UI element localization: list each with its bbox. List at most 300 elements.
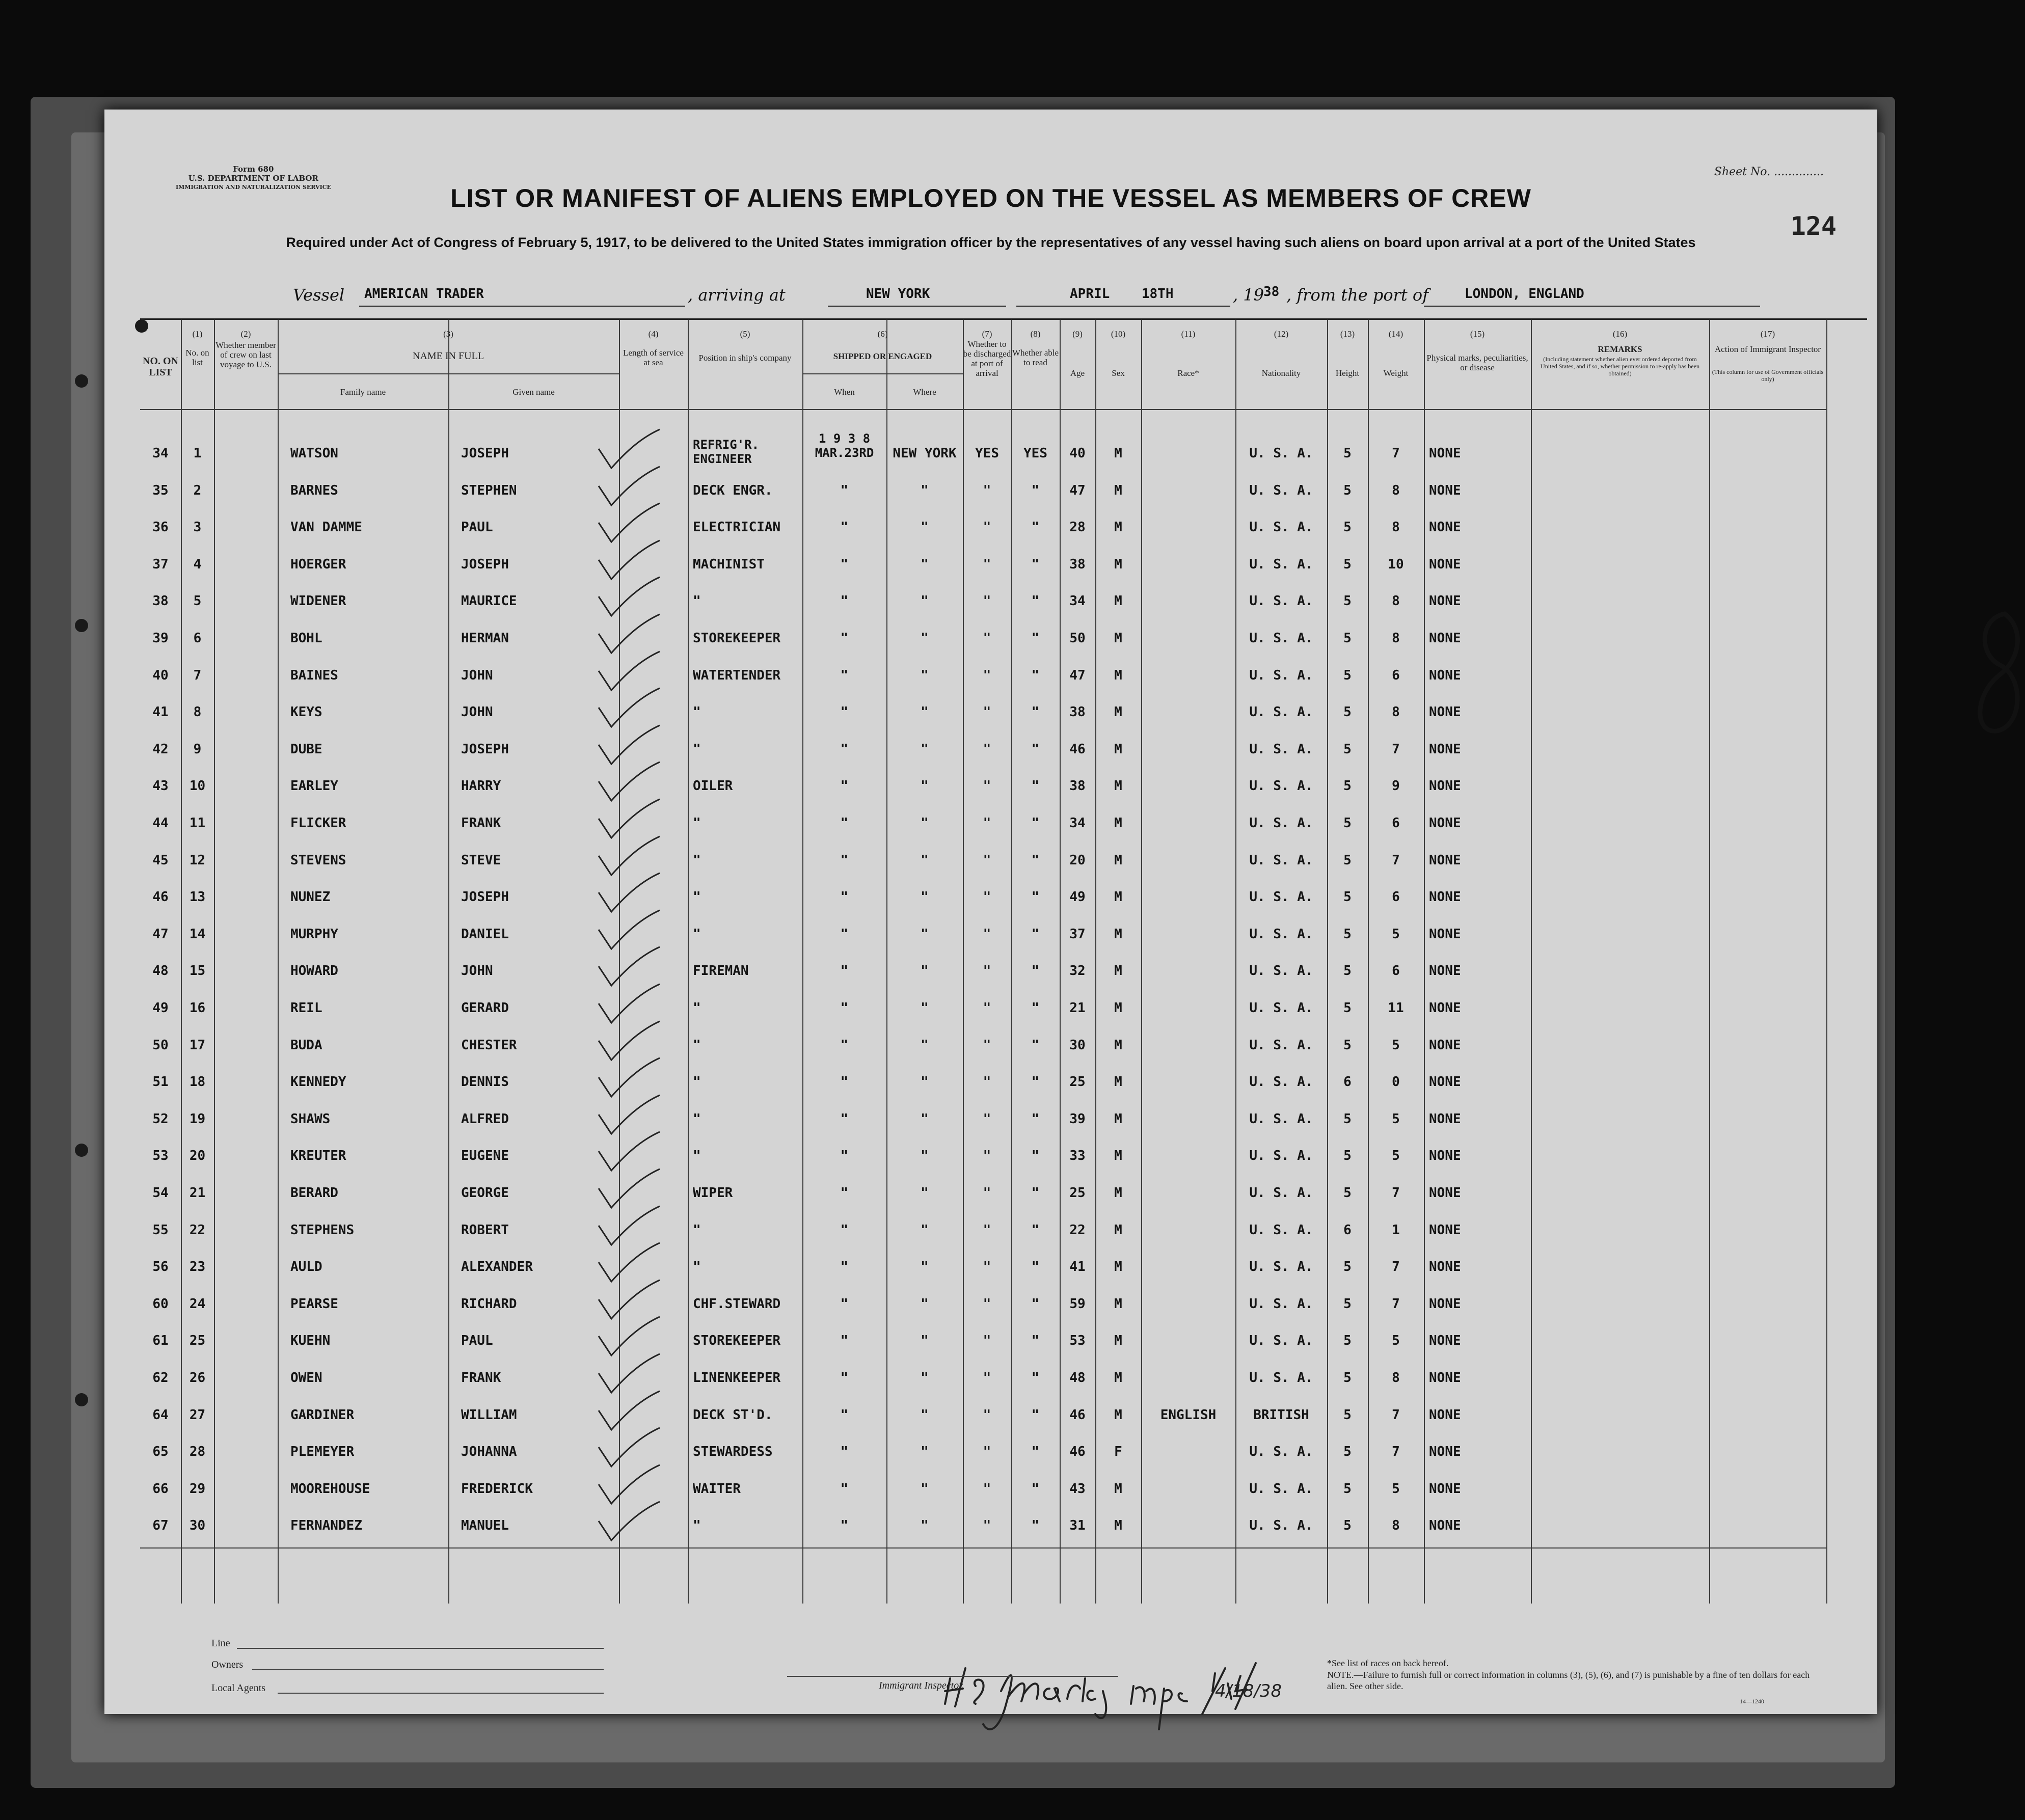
cell-where-engaged: " [921, 926, 929, 942]
cell-family-name: FERNANDEZ [290, 1518, 362, 1534]
cell-list-number: 44 [152, 816, 169, 831]
cell-row-number: 21 [189, 1185, 206, 1201]
cell-able-to-read: " [1031, 556, 1040, 572]
cell-position: DECK ENGR. [693, 482, 773, 498]
cell-height-inches: 7 [1392, 1185, 1400, 1201]
cell-discharged: " [983, 1222, 991, 1238]
cell-sex: M [1114, 1407, 1122, 1423]
cell-physical-marks: NONE [1429, 1074, 1461, 1090]
cell-able-to-read: YES [1023, 446, 1047, 461]
cell-row-number: 4 [193, 556, 202, 572]
cell-height-inches: 7 [1392, 1259, 1400, 1275]
cell-race [1141, 1470, 1235, 1508]
year-suffix: 38 [1263, 284, 1280, 300]
cell-given-name: DANIEL [461, 926, 509, 942]
cell-age: 25 [1069, 1074, 1086, 1090]
cell-sex: M [1114, 1370, 1122, 1386]
cell-family-name: KUEHN [290, 1333, 331, 1349]
cell-able-to-read: " [1031, 1370, 1040, 1386]
cell-physical-marks: NONE [1429, 1444, 1461, 1460]
cell-given-name: PAUL [461, 1333, 493, 1349]
cell-where-engaged: " [921, 1148, 929, 1164]
header-col16: REMARKS [1598, 344, 1642, 354]
inspector-signature-rule [787, 1676, 1118, 1677]
cell-discharged: " [983, 778, 991, 794]
cell-family-name: BUDA [290, 1037, 322, 1053]
cell-sex: M [1114, 816, 1122, 831]
cell-row-number: 11 [189, 816, 206, 831]
cell-row-number: 24 [189, 1296, 206, 1312]
cell-nationality: U. S. A. [1249, 593, 1313, 609]
cell-row-number: 12 [189, 852, 206, 868]
cell-given-name: JOHANNA [461, 1444, 517, 1460]
table-row [140, 1285, 1826, 1323]
cell-when-engaged: " [840, 520, 849, 535]
cell-given-name: FRANK [461, 1370, 501, 1386]
cell-able-to-read: " [1031, 1518, 1040, 1534]
punch-hole [75, 1144, 88, 1157]
cell-position: FIREMAN [693, 963, 749, 979]
cell-age: 38 [1069, 556, 1086, 572]
cell-nationality: U. S. A. [1249, 889, 1313, 905]
table-row [140, 582, 1826, 620]
cell-position: DECK ST'D. [693, 1407, 773, 1423]
cell-family-name: PLEMEYER [290, 1444, 355, 1460]
cell-where-engaged: " [921, 1037, 929, 1053]
cell-list-number: 46 [152, 889, 169, 905]
cell-given-name: CHESTER [461, 1037, 517, 1053]
cell-physical-marks: NONE [1429, 667, 1461, 683]
table-row [140, 1137, 1826, 1175]
cell-physical-marks: NONE [1429, 1037, 1461, 1053]
cell-race: ENGLISH [1160, 1407, 1217, 1423]
page-number: 124 [1790, 211, 1837, 241]
cell-when-engaged: 1 9 3 8 MAR.23RD [815, 431, 874, 460]
cell-family-name: KENNEDY [290, 1074, 346, 1090]
cell-nationality: U. S. A. [1249, 1333, 1313, 1349]
cell-given-name: WILLIAM [461, 1407, 517, 1423]
cell-nationality: U. S. A. [1249, 852, 1313, 868]
table-row [140, 657, 1826, 694]
cell-where-engaged: " [921, 1481, 929, 1497]
cell-race [1141, 1507, 1235, 1544]
cell-height-feet: 5 [1343, 1148, 1352, 1164]
cell-discharged: " [983, 1333, 991, 1349]
cell-height-feet: 5 [1343, 704, 1352, 720]
cell-position: " [693, 1000, 701, 1016]
penalty-note: NOTE.—Failure to furnish full or correct information in columns (3), (5), (6), and (7) is punishable by a fine of ten dollars for each alien. See other side. [1327, 1670, 1810, 1691]
cell-given-name: STEPHEN [461, 482, 517, 498]
cell-able-to-read: " [1031, 1444, 1040, 1460]
cell-list-number: 51 [152, 1074, 169, 1090]
cell-family-name: EARLEY [290, 778, 338, 794]
cell-height-feet: 6 [1343, 1074, 1352, 1090]
table-row [140, 1063, 1826, 1101]
cell-discharged: " [983, 556, 991, 572]
cell-race [1141, 841, 1235, 879]
cell-list-number: 50 [152, 1037, 169, 1053]
cell-list-number: 64 [152, 1407, 169, 1423]
cell-nationality: U. S. A. [1249, 1370, 1313, 1386]
cell-where-engaged: " [921, 1000, 929, 1016]
column-divider [1826, 320, 1827, 1604]
races-note: *See list of races on back hereof. [1327, 1658, 1449, 1668]
cell-age: 38 [1069, 704, 1086, 720]
header-col17-note: (This column for use of Government officials only) [1712, 368, 1824, 383]
table-row [140, 915, 1826, 953]
punch-hole [75, 374, 88, 388]
cell-height-feet: 5 [1343, 446, 1352, 461]
cell-family-name: AULD [290, 1259, 322, 1275]
cell-list-number: 49 [152, 1000, 169, 1016]
cell-given-name: RICHARD [461, 1296, 517, 1312]
cell-given-name: JOSEPH [461, 741, 509, 757]
cell-nationality: U. S. A. [1249, 1296, 1313, 1312]
header-col10: Sex [1112, 368, 1125, 378]
cell-discharged: " [983, 741, 991, 757]
cell-age: 32 [1069, 963, 1086, 979]
cell-sex: M [1114, 1481, 1122, 1497]
cell-given-name: FRANK [461, 816, 501, 831]
cell-discharged: " [983, 1259, 991, 1275]
cell-row-number: 7 [193, 667, 202, 683]
form-code: 14—1240 [1740, 1698, 1764, 1705]
from-port: LONDON, ENGLAND [1465, 286, 1584, 302]
cell-able-to-read: " [1031, 1407, 1040, 1423]
cell-sex: M [1114, 1259, 1122, 1275]
cell-list-number: 48 [152, 963, 169, 979]
cell-discharged: " [983, 1481, 991, 1497]
cell-age: 28 [1069, 520, 1086, 535]
cell-row-number: 6 [193, 631, 202, 646]
table-row [140, 1396, 1826, 1434]
cell-race [1141, 952, 1235, 990]
table-row [140, 1470, 1826, 1508]
cell-list-number: 56 [152, 1259, 169, 1275]
cell-able-to-read: " [1031, 1185, 1040, 1201]
cell-sex: M [1114, 741, 1122, 757]
cell-physical-marks: NONE [1429, 852, 1461, 868]
cell-sex: M [1114, 1333, 1122, 1349]
cell-able-to-read: " [1031, 1222, 1040, 1238]
from-label: , from the port of [1286, 285, 1429, 305]
cell-where-engaged: " [921, 1407, 929, 1423]
cell-discharged: " [983, 520, 991, 535]
cell-physical-marks: NONE [1429, 1000, 1461, 1016]
cell-discharged: " [983, 1000, 991, 1016]
header-col16-number: (16) [1612, 329, 1628, 339]
service-name: IMMIGRATION AND NATURALIZATION SERVICE [176, 184, 331, 191]
header-col13: Height [1335, 368, 1360, 378]
cell-where-engaged: " [921, 889, 929, 905]
cell-sex: M [1114, 926, 1122, 942]
vessel-name: AMERICAN TRADER [364, 286, 484, 302]
cell-row-number: 5 [193, 593, 202, 609]
cell-able-to-read: " [1031, 1111, 1040, 1127]
cell-discharged: " [983, 631, 991, 646]
cell-nationality: U. S. A. [1249, 926, 1313, 942]
header-col1-number: (1) [192, 329, 203, 339]
arriving-label: , arriving at [688, 285, 786, 305]
cell-when-engaged: " [840, 1185, 849, 1201]
cell-nationality: U. S. A. [1249, 1111, 1313, 1127]
cell-family-name: MURPHY [290, 926, 338, 942]
handwritten-eight-mark [1969, 609, 2025, 741]
cell-age: 38 [1069, 778, 1086, 794]
cell-position: " [693, 1259, 701, 1275]
cell-race [1141, 693, 1235, 731]
table-row [140, 730, 1826, 768]
cell-race [1141, 804, 1235, 842]
cell-sex: M [1114, 1148, 1122, 1164]
cell-position: " [693, 816, 701, 831]
cell-when-engaged: " [840, 963, 849, 979]
cell-height-inches: 8 [1392, 1370, 1400, 1386]
cell-position: STOREKEEPER [693, 1333, 781, 1349]
cell-list-number: 55 [152, 1222, 169, 1238]
cell-where-engaged: " [921, 520, 929, 535]
cell-discharged: " [983, 593, 991, 609]
cell-given-name: ALFRED [461, 1111, 509, 1127]
header-col8: Whether able to read [1012, 348, 1059, 367]
cell-family-name: PEARSE [290, 1296, 338, 1312]
cell-where-engaged: NEW YORK [893, 446, 957, 461]
cell-height-feet: 5 [1343, 1111, 1352, 1127]
cell-when-engaged: " [840, 1111, 849, 1127]
cell-physical-marks: NONE [1429, 1481, 1461, 1497]
header-col5-number: (5) [740, 329, 750, 339]
cell-race [1141, 1026, 1235, 1064]
cell-age: 22 [1069, 1222, 1086, 1238]
year-prefix: , 19 [1233, 285, 1264, 305]
cell-physical-marks: NONE [1429, 963, 1461, 979]
cell-height-feet: 5 [1343, 1481, 1352, 1497]
cell-height-feet: 5 [1343, 1259, 1352, 1275]
cell-age: 41 [1069, 1259, 1086, 1275]
cell-when-engaged: " [840, 889, 849, 905]
header-col15: Physical marks, peculiarities, or disease [1426, 353, 1528, 372]
cell-sex: M [1114, 704, 1122, 720]
cell-position: " [693, 1518, 701, 1534]
cell-when-engaged: " [840, 1148, 849, 1164]
cell-family-name: VAN DAMME [290, 520, 362, 535]
svg-text:4/18/38: 4/18/38 [1215, 1681, 1282, 1701]
cell-list-number: 43 [152, 778, 169, 794]
cell-physical-marks: NONE [1429, 631, 1461, 646]
cell-age: 59 [1069, 1296, 1086, 1312]
cell-discharged: " [983, 1148, 991, 1164]
header-col3: NAME IN FULL [413, 350, 484, 362]
cell-row-number: 25 [189, 1333, 206, 1349]
cell-given-name: HERMAN [461, 631, 509, 646]
cell-nationality: U. S. A. [1249, 520, 1313, 535]
cell-family-name: HOWARD [290, 963, 338, 979]
cell-nationality: U. S. A. [1249, 1074, 1313, 1090]
cell-family-name: MOOREHOUSE [290, 1481, 370, 1497]
cell-row-number: 28 [189, 1444, 206, 1460]
cell-when-engaged: " [840, 593, 849, 609]
cell-sex: M [1114, 556, 1122, 572]
header-col8-number: (8) [1030, 329, 1041, 339]
cell-discharged: " [983, 1185, 991, 1201]
cell-able-to-read: " [1031, 889, 1040, 905]
cell-family-name: KREUTER [290, 1148, 346, 1164]
cell-family-name: REIL [290, 1000, 322, 1016]
cell-position: " [693, 1148, 701, 1164]
cell-when-engaged: " [840, 1370, 849, 1386]
local-agents-field-rule [278, 1693, 604, 1694]
cell-physical-marks: NONE [1429, 741, 1461, 757]
header-col11-number: (11) [1181, 329, 1196, 339]
cell-list-number: 61 [152, 1333, 169, 1349]
cell-position: OILER [693, 778, 733, 794]
cell-position: ELECTRICIAN [693, 520, 781, 535]
cell-height-inches: 5 [1392, 1333, 1400, 1349]
cell-row-number: 17 [189, 1037, 206, 1053]
cell-race [1141, 619, 1235, 657]
cell-when-engaged: " [840, 778, 849, 794]
header-col2: Whether member of crew on last voyage to U.S. [215, 340, 276, 369]
cell-height-feet: 5 [1343, 631, 1352, 646]
cell-where-engaged: " [921, 1111, 929, 1127]
cell-height-feet: 5 [1343, 852, 1352, 868]
cell-discharged: " [983, 1518, 991, 1534]
cell-height-inches: 5 [1392, 1037, 1400, 1053]
cell-height-feet: 5 [1343, 926, 1352, 942]
table-row [140, 1100, 1826, 1138]
cell-sex: M [1114, 889, 1122, 905]
punch-hole [75, 1393, 88, 1406]
table-row [140, 1433, 1826, 1471]
cell-height-feet: 5 [1343, 963, 1352, 979]
cell-age: 34 [1069, 816, 1086, 831]
cell-row-number: 8 [193, 704, 202, 720]
cell-position: WATERTENDER [693, 667, 781, 683]
header-col5: Position in ship's company [698, 353, 792, 363]
cell-list-number: 52 [152, 1111, 169, 1127]
cell-when-engaged: " [840, 1222, 849, 1238]
cell-position: " [693, 1111, 701, 1127]
header-where: Where [913, 387, 936, 397]
cell-family-name: SHAWS [290, 1111, 331, 1127]
cell-physical-marks: NONE [1429, 1518, 1461, 1534]
cell-nationality: U. S. A. [1249, 778, 1313, 794]
cell-able-to-read: " [1031, 926, 1040, 942]
cell-height-feet: 5 [1343, 889, 1352, 905]
owners-label: Owners [211, 1659, 244, 1670]
immigrant-inspector-label: Immigrant Inspector. [879, 1680, 964, 1691]
cell-position: " [693, 1222, 701, 1238]
cell-able-to-read: " [1031, 482, 1040, 498]
cell-position: " [693, 593, 701, 609]
cell-where-engaged: " [921, 1444, 929, 1460]
cell-when-engaged: " [840, 631, 849, 646]
header-col6-number: (6) [877, 329, 888, 339]
cell-nationality: U. S. A. [1249, 667, 1313, 683]
cell-family-name: NUNEZ [290, 889, 331, 905]
cell-race [1141, 1322, 1235, 1360]
cell-where-engaged: " [921, 1074, 929, 1090]
header-col6: SHIPPED OR ENGAGED [833, 351, 932, 361]
cell-nationality: U. S. A. [1249, 1037, 1313, 1053]
header-col9-number: (9) [1072, 329, 1083, 339]
cell-position: WAITER [693, 1481, 741, 1497]
cell-row-number: 13 [189, 889, 206, 905]
cell-sex: M [1114, 667, 1122, 683]
cell-able-to-read: " [1031, 631, 1040, 646]
document-subtitle: Required under Act of Congress of February 5, 1917, to be delivered to the United States immigration officer by the representatives of any vessel having such aliens on board upon arrival at a port of the United States [286, 235, 1696, 250]
cell-where-engaged: " [921, 1185, 929, 1201]
cell-age: 48 [1069, 1370, 1086, 1386]
table-row [140, 1174, 1826, 1212]
cell-row-number: 20 [189, 1148, 206, 1164]
cell-able-to-read: " [1031, 778, 1040, 794]
cell-height-feet: 5 [1343, 593, 1352, 609]
cell-able-to-read: " [1031, 1296, 1040, 1312]
cell-race [1141, 1211, 1235, 1249]
cell-position: " [693, 926, 701, 942]
cell-when-engaged: " [840, 1037, 849, 1053]
cell-row-number: 27 [189, 1407, 206, 1423]
cell-list-number: 60 [152, 1296, 169, 1312]
cell-given-name: JOHN [461, 667, 493, 683]
header-col12: Nationality [1261, 368, 1301, 378]
cell-row-number: 23 [189, 1259, 206, 1275]
cell-where-engaged: " [921, 704, 929, 720]
cell-race [1141, 472, 1235, 509]
cell-position: " [693, 1074, 701, 1090]
cell-where-engaged: " [921, 852, 929, 868]
cell-physical-marks: NONE [1429, 556, 1461, 572]
cell-position: " [693, 889, 701, 905]
cell-height-feet: 6 [1343, 1222, 1352, 1238]
cell-race [1141, 767, 1235, 805]
cell-position: CHF.STEWARD [693, 1296, 781, 1312]
cell-sex: M [1114, 778, 1122, 794]
cell-sex: M [1114, 1037, 1122, 1053]
table-row [140, 952, 1826, 990]
cell-when-engaged: " [840, 1407, 849, 1423]
header-col14-number: (14) [1388, 329, 1403, 339]
cell-able-to-read: " [1031, 963, 1040, 979]
cell-race [1141, 508, 1235, 546]
cell-list-number: 40 [152, 667, 169, 683]
cell-age: 34 [1069, 593, 1086, 609]
cell-sex: M [1114, 631, 1122, 646]
cell-discharged: YES [975, 446, 999, 461]
cell-given-name: JOSEPH [461, 446, 509, 461]
cell-family-name: STEVENS [290, 852, 346, 868]
cell-nationality: U. S. A. [1249, 704, 1313, 720]
cell-family-name: HOERGER [290, 556, 346, 572]
cell-when-engaged: " [840, 1000, 849, 1016]
cell-given-name: JOHN [461, 963, 493, 979]
cell-when-engaged: " [840, 1333, 849, 1349]
cell-able-to-read: " [1031, 1148, 1040, 1164]
local-agents-label: Local Agents [211, 1682, 266, 1694]
cell-height-inches: 8 [1392, 482, 1400, 498]
header-col7: Whether to be discharged at port of arrival [963, 339, 1011, 378]
header-col15-number: (15) [1470, 329, 1485, 339]
cell-nationality: BRITISH [1253, 1407, 1309, 1423]
cell-height-feet: 5 [1343, 1370, 1352, 1386]
cell-family-name: OWEN [290, 1370, 322, 1386]
cell-where-engaged: " [921, 816, 929, 831]
manifest-sheet [104, 110, 1877, 1714]
cell-position: STOREKEEPER [693, 631, 781, 646]
cell-list-number: 36 [152, 520, 169, 535]
cell-height-inches: 6 [1392, 816, 1400, 831]
